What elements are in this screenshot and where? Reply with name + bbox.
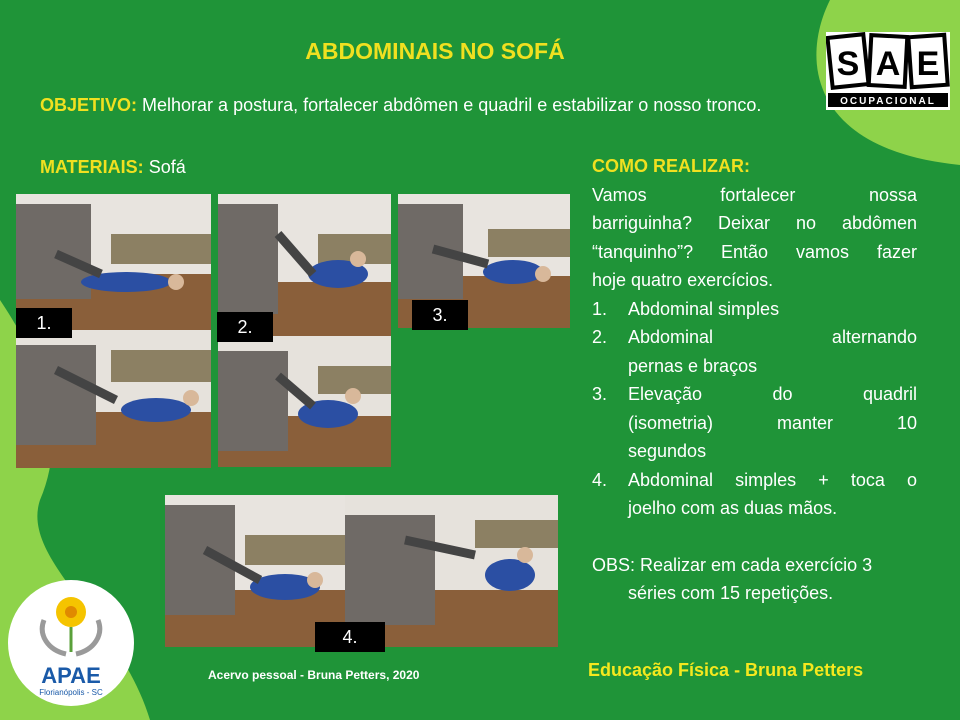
step-text: Abdominal simples [628,298,780,319]
photo-exercise-1b [16,330,211,468]
materials-body: Sofá [148,157,186,177]
how-to-intro-line-3: “tanquinho”? Então vamos fazer [592,241,917,262]
materials-label: MATERIAIS: [40,157,144,177]
observation-line-2: séries com 15 repetições. [628,583,834,603]
apae-logo [8,580,134,706]
how-to-intro-line-1: Vamos fortalecer nossa [592,184,917,205]
step-text: Abdominal alternando [628,327,917,347]
step-text: segundos [628,441,707,461]
step-text: Abdominal simples + toca o [628,469,917,490]
step-4 [592,466,917,523]
sae-letter-s: S [836,45,860,83]
footer-author: Educação Física - Bruna Petters [588,660,864,680]
sae-letter-a: A [875,45,901,83]
step-number: 3. [592,384,608,404]
apae-name: APAE [41,663,101,688]
how-to-intro-line-4: hoje quatro exercícios. [592,270,774,290]
step-3 [592,380,917,466]
photo-exercise-2b [218,336,391,467]
page-title: ABDOMINAIS NO SOFÁ [305,38,565,64]
observation-line-1: OBS: Realizar em cada exercício 3 [592,554,873,575]
step-1 [592,295,917,324]
observation [592,551,917,608]
step-number: 2. [592,327,608,347]
objective-text [40,90,790,120]
sae-subtitle: OCUPACIONAL [840,96,936,107]
how-to-intro-line-2: barriguinha? Deixar no abdômen [592,213,917,233]
sae-letter-e: E [916,45,940,83]
step-2 [592,323,917,380]
photo-label-2: 2. [217,312,273,342]
how-to-title: COMO REALIZAR: [592,156,750,176]
step-number: 4. [592,469,608,490]
photo-label-4: 4. [315,622,385,652]
objective-body: Melhorar a postura, fortalecer abdômen e quadril e estabilizar o nosso tronco. [142,95,762,115]
step-number: 1. [592,298,608,319]
how-to-section [592,152,917,608]
photo-label-3: 3. [412,300,468,330]
step-text: (isometria) manter 10 [628,412,917,433]
photo-credit: Acervo pessoal - Bruna Petters, 2020 [208,668,420,682]
sae-logo [826,32,950,110]
apae-city: Florianópolis - SC [39,688,103,697]
objective-label: OBJETIVO: [40,95,138,115]
step-text: Elevação do quadril [628,384,917,404]
step-text: pernas e braços [628,355,758,376]
materials-text [40,157,186,178]
step-text: joelho com as duas mãos. [628,498,838,518]
photo-label-1: 1. [16,308,72,338]
